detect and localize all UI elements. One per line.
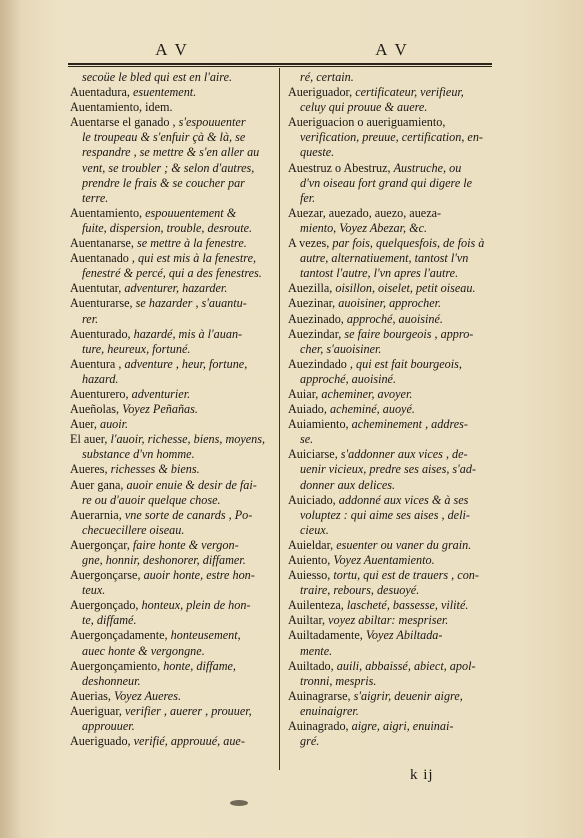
- definition: traire, rebours, desuoyé.: [300, 583, 420, 598]
- definition: cieux.: [300, 522, 329, 537]
- header-right: A V: [375, 40, 409, 59]
- entry-line: [70, 251, 270, 266]
- entry-line: [288, 266, 488, 281]
- headword: Auezinado,: [288, 311, 347, 326]
- entry-line: [288, 191, 488, 206]
- definition: uenir vicieux, predre ses aises, s'ad-: [300, 462, 477, 477]
- entry-line: [288, 100, 488, 115]
- entry-line: [70, 115, 270, 130]
- definition: queste.: [300, 145, 335, 160]
- headword: Auiltado,: [288, 658, 337, 673]
- definition: adventure , heur, fortune,: [124, 356, 248, 371]
- definition: hazardé, mis à l'auan-: [133, 326, 243, 341]
- entry-line: [288, 145, 488, 160]
- headword: Auenturado,: [70, 326, 134, 341]
- entry-line: [70, 613, 270, 628]
- definition: voyez abiltar: mespriser.: [328, 613, 449, 628]
- headword: Auentamiento, idem.: [70, 100, 173, 115]
- definition: gne, honnir, deshonorer, diffamer.: [82, 553, 246, 567]
- entry-line: [70, 523, 270, 538]
- entry-line: [288, 523, 488, 538]
- definition: autre, alternatiuement, tantost l'vn: [300, 251, 469, 266]
- entry-line: [70, 206, 270, 221]
- definition: donner aux delices.: [300, 477, 396, 492]
- headword: Aueñolas,: [70, 402, 123, 417]
- headword: Auiltadamente,: [288, 628, 366, 643]
- entry-line: [288, 115, 488, 130]
- definition: approché, auoisiné.: [300, 371, 397, 386]
- headword: Auestruz o Abestruz,: [288, 160, 394, 175]
- definition: le troupeau & s'enfuir çà & là, se: [82, 130, 246, 145]
- running-header: [72, 40, 492, 64]
- entry-line: [70, 417, 270, 432]
- entry-line: [288, 508, 488, 523]
- entry-line: [70, 130, 270, 145]
- headword: Auiesso,: [288, 568, 334, 583]
- definition: se hazarder , s'auantu-: [135, 296, 247, 311]
- entry-line: [70, 598, 270, 613]
- definition: re ou d'auoir quelque chose.: [82, 492, 221, 507]
- headword: Auergonçar,: [70, 537, 133, 552]
- definition: acheminement , addres-: [351, 417, 468, 432]
- entry-line: [70, 674, 270, 689]
- definition: acheminer, avoyer.: [321, 386, 413, 401]
- headword: Auentamiento,: [70, 205, 146, 220]
- definition: s'addonner aux vices , de-: [340, 447, 468, 462]
- header-left: A V: [155, 40, 189, 59]
- entry-line: [288, 342, 488, 357]
- headword: Auezilla,: [288, 281, 336, 296]
- entry-line: [288, 387, 488, 402]
- definition: voluptez : qui aime ses aises , deli-: [300, 507, 470, 522]
- entry-line: [288, 70, 488, 85]
- headword: Auezinar,: [288, 296, 339, 311]
- entry-line: [70, 659, 270, 674]
- definition: par fois, quelquesfois, de fois à: [332, 236, 485, 251]
- definition: fer.: [300, 190, 316, 205]
- definition: se mettre à la fenestre.: [137, 236, 247, 251]
- definition: mente.: [300, 643, 333, 658]
- definition: adventurier.: [131, 386, 191, 401]
- definition: qui est fait bourgeois,: [356, 356, 462, 371]
- headword: Auentadura,: [70, 85, 133, 100]
- definition: se faire bourgeois , appro-: [344, 326, 474, 341]
- entry-line: [288, 568, 488, 583]
- entry-line: [288, 327, 488, 342]
- definition: auoir honte, estre hon-: [143, 568, 255, 583]
- definition: auili, abbaissé, abiect, apol-: [336, 658, 476, 673]
- definition: vent, se troubler ; & selon d'autres,: [82, 160, 255, 175]
- entry-line: [70, 508, 270, 523]
- entry-line: [70, 432, 270, 447]
- headword: Auezar, auezado, auezo, aueza-: [288, 205, 442, 220]
- entry-line: [288, 674, 488, 689]
- definition: hazard.: [82, 371, 119, 386]
- definition: richesses & biens.: [110, 462, 200, 477]
- entry-line: [288, 236, 488, 251]
- headword: Auiento,: [288, 553, 334, 567]
- entry-line: [70, 719, 270, 734]
- definition: lascheté, bassesse, vilité.: [346, 598, 469, 613]
- definition: terre.: [82, 190, 109, 205]
- definition: Voyez Aueres.: [114, 688, 182, 703]
- ornament-mark: [230, 800, 248, 806]
- entry-line: [288, 296, 488, 311]
- entry-line: [70, 312, 270, 327]
- entry-line: [288, 281, 488, 296]
- headword: Auer gana,: [70, 477, 127, 492]
- headword: Aueriguacion o aueriguamiento,: [288, 115, 446, 130]
- definition: ré, certain.: [300, 70, 354, 84]
- entry-line: [70, 357, 270, 372]
- definition: honteusement,: [170, 628, 241, 643]
- headword: Auiar,: [288, 386, 322, 401]
- definition: addonné aux vices & à ses: [338, 492, 469, 507]
- definition: tantost l'autre, l'vn apres l'autre.: [300, 266, 459, 281]
- definition: honteux, plein de hon-: [141, 598, 251, 613]
- definition: auec honte & vergongne.: [82, 643, 205, 658]
- entry-line: [288, 432, 488, 447]
- definition: auoir enuie & desir de fai-: [126, 477, 257, 492]
- entry-line: [70, 447, 270, 462]
- definition: espouuentement &: [145, 205, 237, 220]
- headword: Auieldar,: [288, 537, 337, 552]
- entry-line: [288, 176, 488, 191]
- entry-line: [288, 628, 488, 643]
- entry-line: [288, 312, 488, 327]
- headword: Auiciarse,: [288, 447, 341, 462]
- entry-line: [70, 236, 270, 251]
- entry-line: [288, 447, 488, 462]
- entry-line: [70, 628, 270, 643]
- entry-line: [70, 402, 270, 417]
- entry-line: [288, 734, 488, 749]
- entry-line: [70, 372, 270, 387]
- headword: Auinagrado,: [288, 719, 352, 734]
- headword: Auiado,: [288, 402, 330, 417]
- definition: substance d'vn homme.: [82, 447, 195, 462]
- definition: secoüe le bled qui est en l'aire.: [82, 70, 233, 84]
- definition: fenestré & percé, qui a des fenestres.: [82, 266, 262, 281]
- entry-line: [288, 704, 488, 719]
- headword: Auer,: [70, 417, 100, 432]
- entry-line: [288, 372, 488, 387]
- entry-line: [70, 327, 270, 342]
- entry-line: [288, 613, 488, 628]
- entry-line: [70, 281, 270, 296]
- definition: l'auoir, richesse, biens, moyens,: [110, 432, 266, 447]
- signature-mark: k ij: [410, 767, 434, 783]
- entry-line: [70, 161, 270, 176]
- definition: Austruche, ou: [393, 160, 462, 175]
- entry-line: [70, 568, 270, 583]
- definition: rer.: [82, 311, 99, 326]
- entry-line: [288, 538, 488, 553]
- header-rule: [68, 63, 492, 65]
- entry-line: [288, 553, 488, 568]
- definition: oisillon, oiselet, petit oiseau.: [335, 281, 476, 296]
- entry-line: [70, 538, 270, 553]
- definition: approché, auoisiné.: [346, 311, 443, 326]
- definition: fuite, dispersion, trouble, desroute.: [82, 220, 253, 235]
- headword: Auergonçado,: [70, 598, 142, 613]
- definition: Voyez Abiltada-: [365, 628, 443, 643]
- definition: tronni, mespris.: [300, 673, 377, 688]
- definition: auoisiner, approcher.: [338, 296, 442, 311]
- headword: Aueriguar,: [70, 703, 126, 718]
- headword: Auentarse el ganado ,: [70, 115, 179, 130]
- definition: adventurer, hazarder.: [124, 281, 228, 296]
- entry-line: [70, 85, 270, 100]
- entry-line: [70, 100, 270, 115]
- entry-line: [70, 704, 270, 719]
- headword: Auentura ,: [70, 356, 125, 371]
- definition: miento, Voyez Abezar, &c.: [300, 220, 428, 235]
- entry-line: [288, 583, 488, 598]
- definition: verifié, approuué, aue-: [133, 734, 245, 749]
- definition: celuy qui prouue & auere.: [300, 100, 428, 115]
- entry-line: [70, 583, 270, 598]
- entry-line: [288, 493, 488, 508]
- entry-line: [70, 734, 270, 749]
- definition: d'vn oiseau fort grand qui digere le: [300, 175, 473, 190]
- headword: A vezes,: [288, 236, 333, 251]
- definition: checuecillere oiseau.: [82, 522, 185, 537]
- definition: se.: [300, 432, 314, 447]
- entry-line: [70, 644, 270, 659]
- entry-line: [288, 221, 488, 236]
- definition: s'espouuenter: [178, 115, 246, 130]
- entry-line: [70, 176, 270, 191]
- entry-line: [70, 553, 270, 568]
- entry-line: [288, 130, 488, 145]
- definition: gré.: [300, 734, 320, 749]
- entry-line: [288, 206, 488, 221]
- definition: ture, heureux, fortuné.: [82, 341, 191, 356]
- definition: respandre , se mettre & s'en aller au: [82, 145, 260, 160]
- definition: vne sorte de canards , Po-: [124, 507, 253, 522]
- headword: Auentanado ,: [70, 251, 139, 266]
- headword: Auiamiento,: [288, 417, 352, 432]
- entry-line: [70, 689, 270, 704]
- entry-line: [288, 402, 488, 417]
- headword: Auerias,: [70, 688, 114, 703]
- entry-line: [288, 161, 488, 176]
- entry-line: [70, 462, 270, 477]
- definition: acheminé, auoyé.: [329, 402, 415, 417]
- definition: esuentement.: [132, 85, 197, 100]
- headword: Auezindado ,: [288, 356, 357, 371]
- definition: Voyez Auentamiento.: [333, 553, 435, 567]
- entry-line: [288, 689, 488, 704]
- definition: verifier , auerer , prouuer,: [125, 703, 252, 718]
- headword: Auerarnia,: [70, 507, 125, 522]
- definition: enuinaigrer.: [300, 703, 359, 718]
- headword: Auergonçarse,: [70, 568, 144, 583]
- definition: verification, preuue, certification, en-: [300, 130, 483, 145]
- entry-line: [288, 357, 488, 372]
- headword: Auergonçamiento,: [70, 658, 164, 673]
- definition: cher, s'auoisiner.: [300, 341, 382, 356]
- headword: Aueres,: [70, 462, 111, 477]
- entry-line: [288, 251, 488, 266]
- entry-line: [288, 598, 488, 613]
- headword: El auer,: [70, 432, 111, 447]
- headword: Auenturarse,: [70, 296, 136, 311]
- headword: Auinagrarse,: [288, 688, 354, 703]
- entry-line: [70, 70, 270, 85]
- entry-line: [70, 296, 270, 311]
- definition: te, diffamé.: [82, 613, 137, 628]
- definition: approuuer.: [82, 719, 135, 734]
- left-column: [70, 70, 270, 749]
- entry-line: [288, 719, 488, 734]
- definition: Voyez Peñañas.: [122, 402, 198, 417]
- definition: faire honte & vergon-: [132, 537, 239, 552]
- entry-line: [288, 478, 488, 493]
- definition: certificateur, verifieur,: [355, 85, 464, 100]
- header-rule-thin: [68, 66, 492, 67]
- entry-line: [70, 145, 270, 160]
- definition: tortu, qui est de trauers , con-: [333, 568, 479, 583]
- entry-line: [288, 644, 488, 659]
- headword: Auentutar,: [70, 281, 125, 296]
- headword: Auezindar,: [288, 326, 345, 341]
- definition: honte, diffame,: [163, 658, 236, 673]
- entry-line: [70, 191, 270, 206]
- definition: deshonneur.: [82, 673, 141, 688]
- headword: Auentanarse,: [70, 236, 138, 251]
- headword: Auergonçadamente,: [70, 628, 171, 643]
- entry-line: [70, 387, 270, 402]
- entry-line: [70, 266, 270, 281]
- entry-line: [70, 221, 270, 236]
- entry-line: [288, 462, 488, 477]
- definition: qui est mis à la fenestre,: [138, 251, 257, 266]
- entry-line: [70, 342, 270, 357]
- right-column: [288, 70, 488, 749]
- headword: Auiciado,: [288, 492, 339, 507]
- entry-line: [70, 478, 270, 493]
- definition: auoir.: [99, 417, 129, 432]
- entry-line: [70, 493, 270, 508]
- headword: Auiltar,: [288, 613, 329, 628]
- headword: Auenturero,: [70, 386, 132, 401]
- headword: Aueriguador,: [288, 85, 356, 100]
- definition: aigre, aigri, enuinai-: [351, 719, 454, 734]
- definition: prendre le frais & se coucher par: [82, 175, 245, 190]
- entry-line: [288, 659, 488, 674]
- headword: Aueriguado,: [70, 734, 134, 749]
- entry-line: [288, 85, 488, 100]
- entry-line: [288, 417, 488, 432]
- definition: teux.: [82, 583, 106, 598]
- column-divider: [279, 68, 280, 770]
- definition: esuenter ou vaner du grain.: [336, 537, 472, 552]
- headword: Auilenteza,: [288, 598, 347, 613]
- definition: s'aigrir, deuenir aigre,: [353, 688, 463, 703]
